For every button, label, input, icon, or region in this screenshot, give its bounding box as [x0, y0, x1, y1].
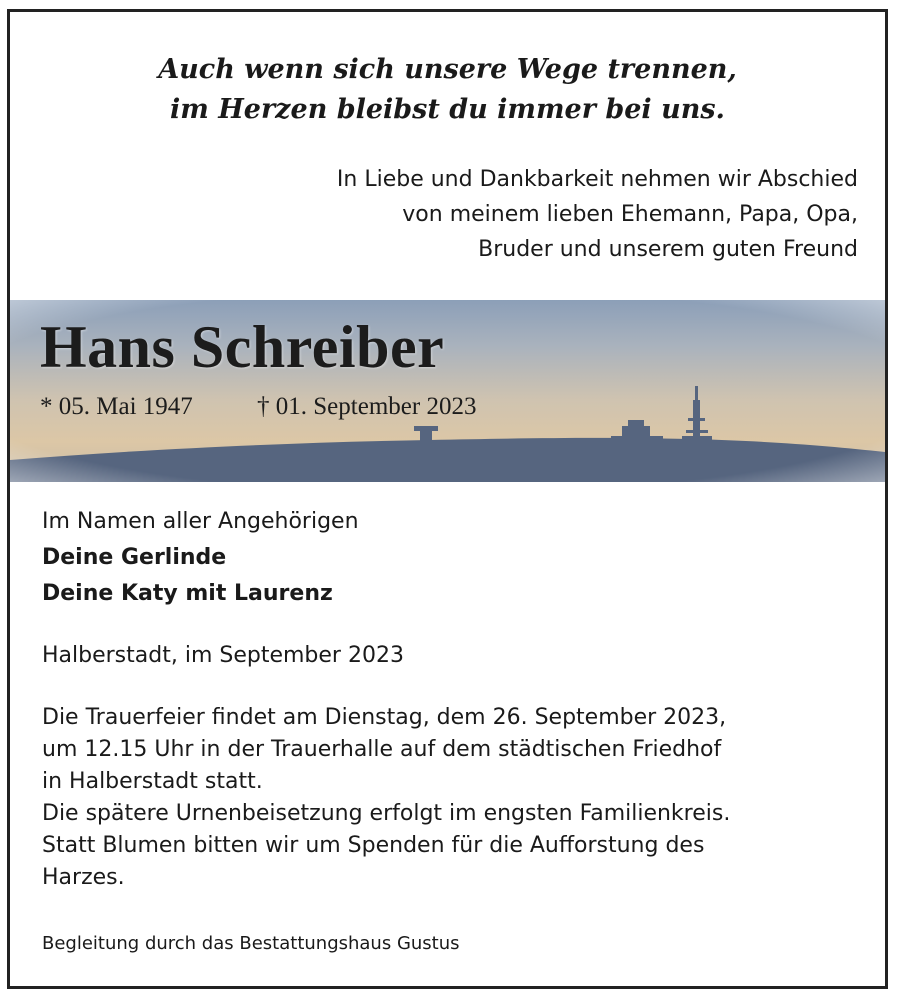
- undertaker-credit: Begleitung durch das Bestattungshaus Gustus: [42, 933, 460, 954]
- intro-line-3: Bruder und unserem guten Freund: [478, 237, 858, 262]
- intro-line-1: In Liebe und Dankbarkeit nehmen wir Abschied: [336, 167, 858, 192]
- info-line-1: Die Trauerfeier findet am Dienstag, dem 26. September 2023,: [42, 705, 727, 730]
- signers-intro: Im Namen aller Angehörigen: [42, 509, 359, 534]
- motto-line-2: im Herzen bleibst du immer bei uns.: [170, 94, 725, 125]
- birth-date: * 05. Mai 1947: [40, 393, 193, 420]
- deceased-name: Hans Schreiber: [40, 314, 445, 380]
- info-line-3: in Halberstadt statt.: [42, 769, 263, 794]
- motto-line-1: Auch wenn sich unsere Wege trennen,: [158, 54, 737, 85]
- death-date: † 01. September 2023: [257, 393, 477, 420]
- signer-name-1: Deine Gerlinde: [42, 545, 227, 570]
- info-line-6: Harzes.: [42, 865, 125, 890]
- signers-block: [42, 504, 359, 612]
- life-dates: [40, 392, 476, 422]
- info-line-5: Statt Blumen bitten wir um Spenden für die Aufforstung des: [42, 833, 705, 858]
- info-line-4: Die spätere Urnenbeisetzung erfolgt im engsten Familienkreis.: [42, 801, 731, 826]
- signer-name-2: Deine Katy mit Laurenz: [42, 581, 333, 606]
- farewell-intro: [337, 162, 858, 267]
- landscape-banner: [10, 300, 885, 482]
- motto-quote: [10, 50, 885, 130]
- obituary-notice: [7, 9, 888, 989]
- intro-line-2: von meinem lieben Ehemann, Papa, Opa,: [402, 202, 858, 227]
- place-and-date: Halberstadt, im September 2023: [42, 643, 404, 668]
- info-line-2: um 12.15 Uhr in der Trauerhalle auf dem städtischen Friedhof: [42, 737, 722, 762]
- funeral-information: [42, 702, 730, 894]
